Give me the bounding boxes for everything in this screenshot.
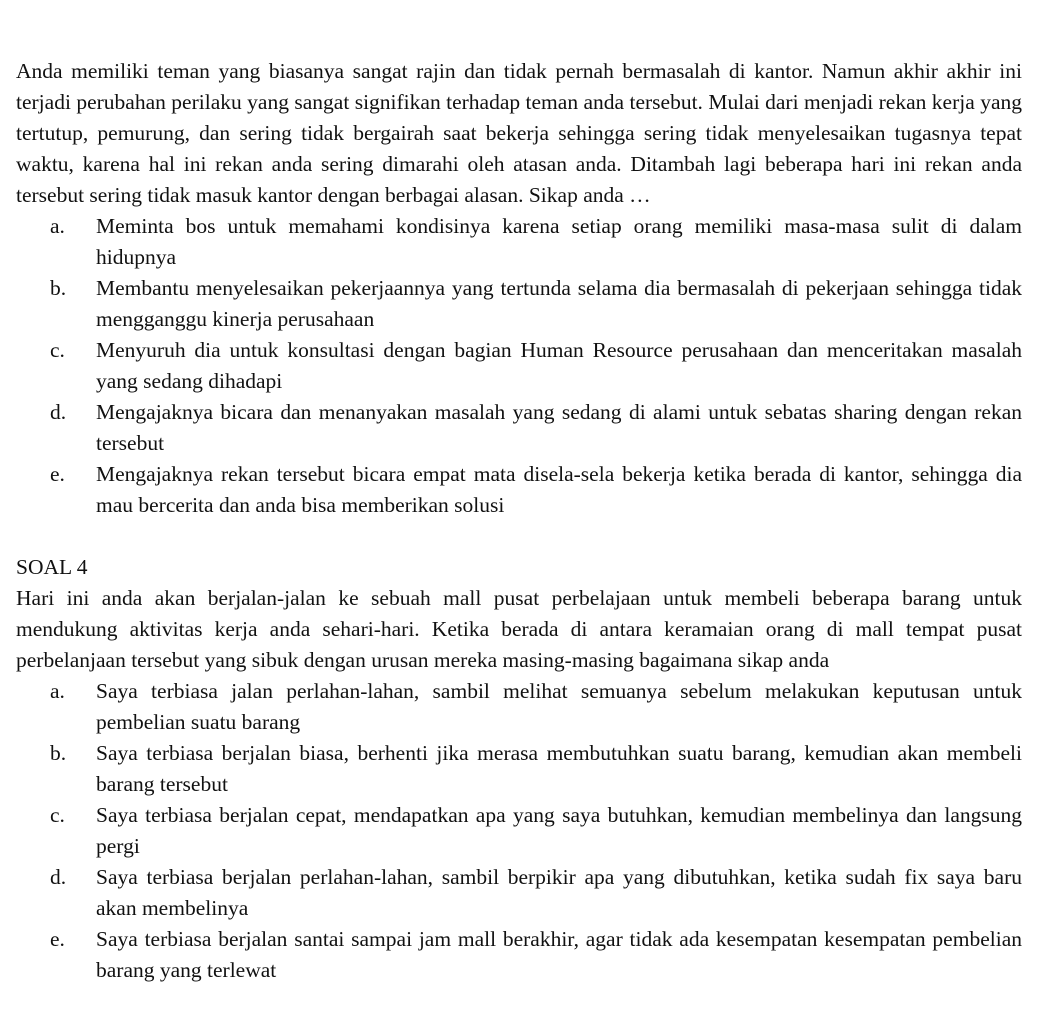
option-text: Saya terbiasa berjalan santai sampai jam mall berakhir, agar tidak ada kesempatan kesempatan pembelian barang yang terlewat xyxy=(96,927,1022,982)
option-letter: a. xyxy=(50,679,65,703)
question-3-option-c xyxy=(16,335,1022,397)
question-3-options xyxy=(16,211,1022,521)
section-gap xyxy=(16,521,1022,552)
option-text: Membantu menyelesaikan pekerjaannya yang tertunda selama dia bermasalah di pekerjaan sehingga tidak mengganggu kinerja perusahaan xyxy=(96,276,1022,331)
question-4-option-e xyxy=(16,924,1022,986)
option-letter: c. xyxy=(50,338,65,362)
question-4-options xyxy=(16,676,1022,986)
option-text: Mengajaknya rekan tersebut bicara empat mata disela-sela bekerja ketika berada di kantor, sehingga dia mau bercerita dan anda bisa memberikan solusi xyxy=(96,462,1022,517)
question-3-text: Anda memiliki teman yang biasanya sangat rajin dan tidak pernah bermasalah di kantor. Namun akhir akhir ini terjadi perubahan perilaku yang sangat signifikan terhadap teman anda tersebut. Mulai dari menjadi rekan kerja yang tertutup, pemurung, dan sering tidak bergairah saat bekerja sehingga sering tidak menyelesaikan tugasnya tepat waktu, karena hal ini rekan anda sering dimarahi oleh atasan anda. Ditambah lagi beberapa hari ini rekan anda tersebut sering tidak masuk kantor dengan berbagai alasan. Sikap anda … xyxy=(16,59,1022,207)
option-letter: b. xyxy=(50,741,67,765)
option-letter: d. xyxy=(50,400,67,424)
question-4-option-d xyxy=(16,862,1022,924)
option-text: Saya terbiasa berjalan biasa, berhenti jika merasa membutuhkan suatu barang, kemudian akan membeli barang tersebut xyxy=(96,741,1022,796)
question-3-option-d xyxy=(16,397,1022,459)
option-text: Meminta bos untuk memahami kondisinya karena setiap orang memiliki masa-masa sulit di dalam hidupnya xyxy=(96,214,1022,269)
question-3 xyxy=(16,56,1022,521)
question-4-option-b xyxy=(16,738,1022,800)
option-letter: c. xyxy=(50,803,65,827)
question-3-option-b xyxy=(16,273,1022,335)
option-text: Mengajaknya bicara dan menanyakan masalah yang sedang di alami untuk sebatas sharing dengan rekan tersebut xyxy=(96,400,1022,455)
option-text: Menyuruh dia untuk konsultasi dengan bagian Human Resource perusahaan dan menceritakan masalah yang sedang dihadapi xyxy=(96,338,1022,393)
question-4 xyxy=(16,552,1022,986)
option-letter: a. xyxy=(50,214,65,238)
option-text: Saya terbiasa jalan perlahan-lahan, sambil melihat semuanya sebelum melakukan keputusan untuk pembelian suatu barang xyxy=(96,679,1022,734)
option-text: Saya terbiasa berjalan cepat, mendapatkan apa yang saya butuhkan, kemudian membelinya dan langsung pergi xyxy=(96,803,1022,858)
option-letter: e. xyxy=(50,462,65,486)
question-4-option-c xyxy=(16,800,1022,862)
question-3-option-e xyxy=(16,459,1022,521)
question-4-option-a xyxy=(16,676,1022,738)
option-letter: d. xyxy=(50,865,67,889)
option-text: Saya terbiasa berjalan perlahan-lahan, sambil berpikir apa yang dibutuhkan, ketika sudah fix saya baru akan membelinya xyxy=(96,865,1022,920)
option-letter: b. xyxy=(50,276,67,300)
question-4-text: Hari ini anda akan berjalan-jalan ke sebuah mall pusat perbelajaan untuk membeli beberapa barang untuk mendukung aktivitas kerja anda sehari-hari. Ketika berada di antara keramaian orang di mall tempat pusat perbelanjaan tersebut yang sibuk dengan urusan mereka masing-masing bagaimana sikap anda xyxy=(16,586,1022,672)
question-3-option-a xyxy=(16,211,1022,273)
option-letter: e. xyxy=(50,927,65,951)
question-4-title: SOAL 4 xyxy=(16,555,88,579)
